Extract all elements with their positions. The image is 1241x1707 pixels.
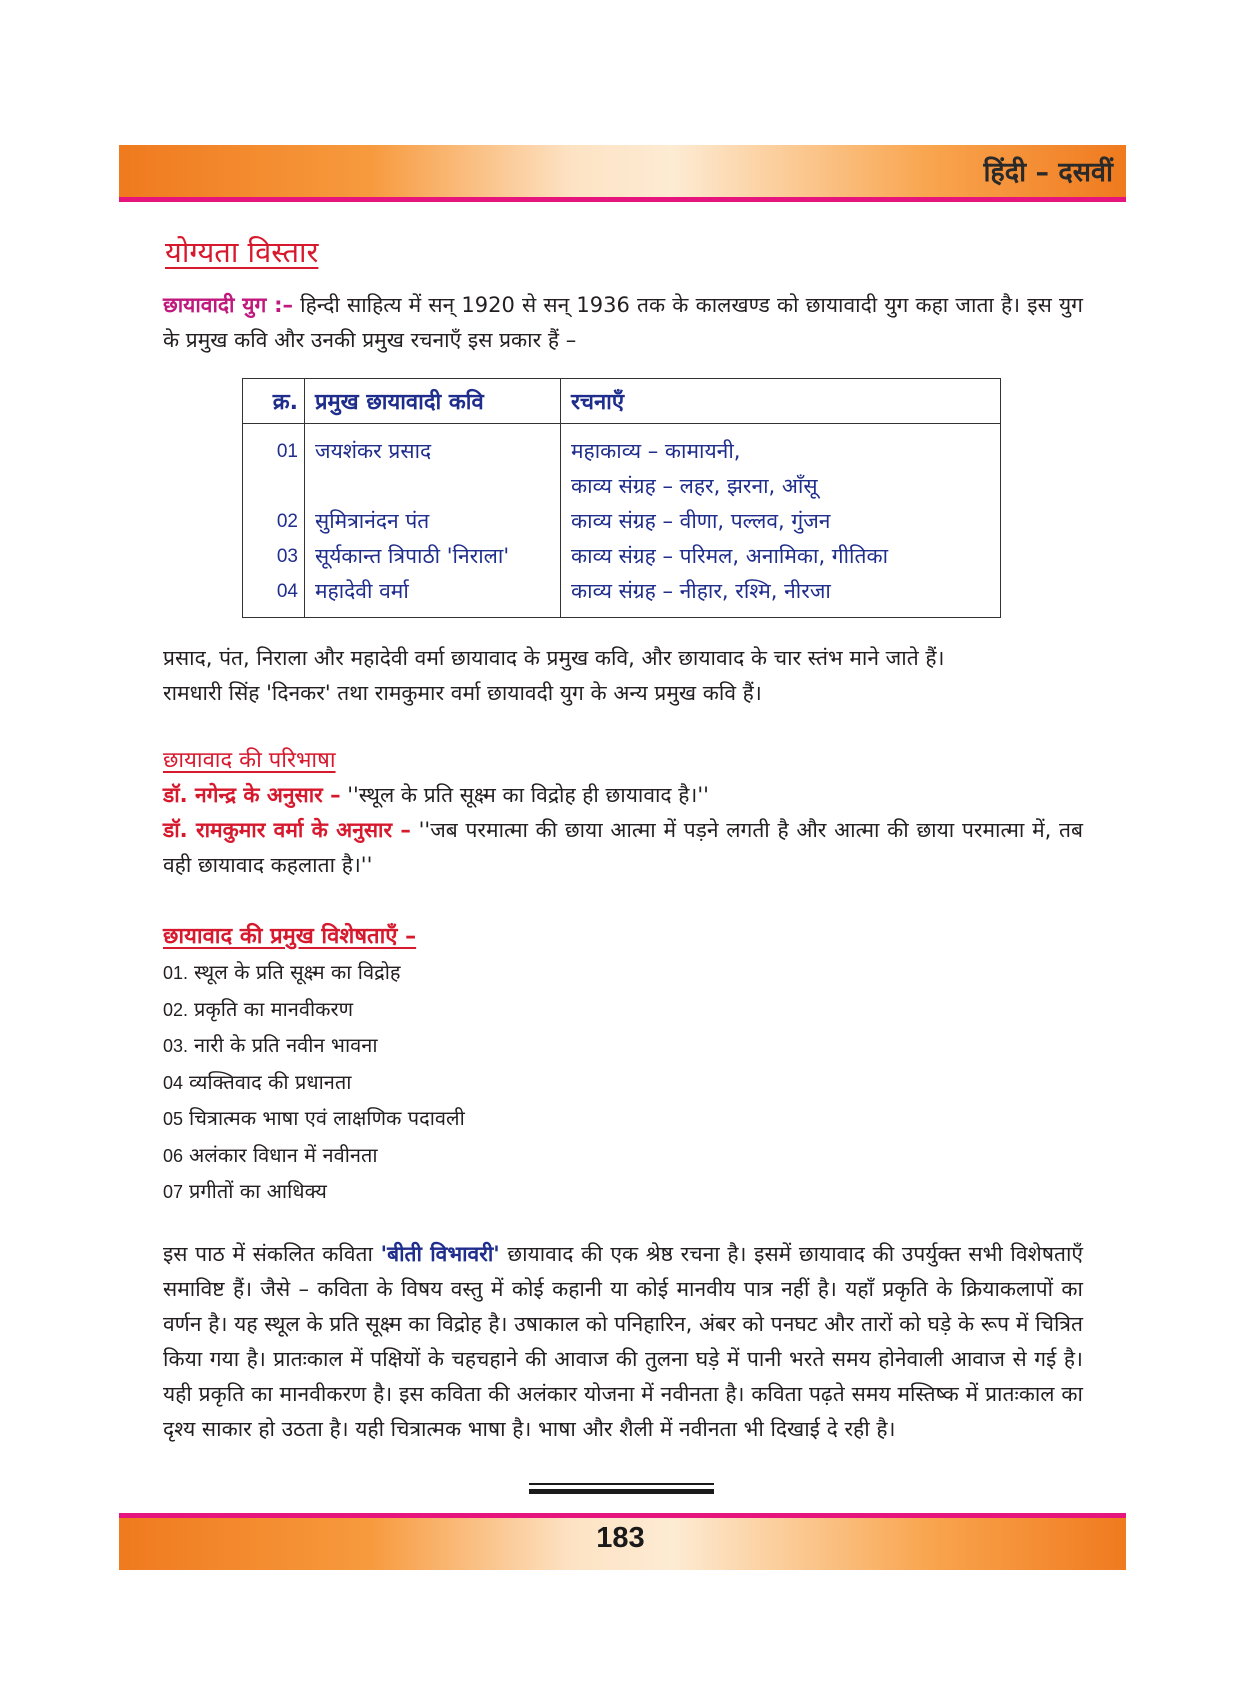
row-number-cell: 01 02 03 04 [243, 424, 305, 618]
list-item: 03. नारी के प्रति नवीन भावना [163, 1033, 378, 1057]
end-rule-thick [529, 1489, 714, 1494]
list-item: 06 अलंकार विधान में नवीनता [163, 1142, 378, 1167]
section-title: योग्यता विस्तार [165, 235, 319, 269]
intro-label: छायावादी युग :– [163, 293, 293, 317]
list-item: 04 व्यक्तिवाद की प्रधानता [163, 1069, 352, 1094]
closing-paragraph: इस पाठ में संकलित कविता 'बीती विभावरी' छायावाद की एक श्रेष्ठ रचना है। इसमें छायावाद की उपर्युक्त सभी विशेषताएँ समाविष्ट हैं। जैसे – कविता के विषय वस्तु में कोई कहानी या कोई मानवीय पात्र नहीं है। यहाँ प्रकृति के क्रियाकलापों का वर्णन है। यह स्थूल के प्रति सूक्ष्म का विद्रोह है। उषाकाल को पनिहारिन, अंबर को पनघट और तारों को घड़े के रूप में चित्रित किया गया है। प्रातःकाल में पक्षियों के चहचहाने की आवाज की तुलना घड़े में पानी भरते समय होनेवाली आवाज से गई है। यही प्रकृति का मानवीकरण है। इस कविता की अलंकार योजना में नवीनता है। कविता पढ़ते समय मस्तिष्क में प्रातःकाल का दृश्य साकार हो उठता है। यही चित्रात्मक भाषा है। भाषा और शैली में नवीनता भी दिखाई दे रही है। [163, 1242, 1083, 1441]
features-heading: छायावाद की प्रमुख विशेषताएँ – [163, 924, 417, 949]
header-band [119, 145, 1126, 197]
intro-paragraph [163, 288, 1083, 358]
page-number: 183 [596, 1522, 645, 1554]
column-header-works: रचनाएँ [561, 379, 1001, 424]
works-cell: महाकाव्य – कामायनी, काव्य संग्रह – लहर, झरना, आँसू काव्य संग्रह – वीणा, पल्लव, गुंजन काव्य संग्रह – परिमल, अनामिका, गीतिका काव्य संग्रह – नीहार, रश्मि, नीरजा [571, 439, 889, 603]
table-row [243, 424, 1001, 618]
poets-table [242, 378, 1001, 618]
pillars-line-1: प्रसाद, पंत, निराला और महादेवी वर्मा छायावाद के प्रमुख कवि, और छायावाद के चार स्तंभ माने जाते हैं। [163, 646, 945, 670]
end-rule [529, 1483, 714, 1485]
features-list [163, 955, 465, 1211]
book-title: हिंदी – दसवीं [983, 157, 1113, 188]
intro-text: हिन्दी साहित्य में सन् 1920 से सन् 1936 तक के कालखण्ड को छायावादी युग कहा जाता है। इस युग के प्रमुख कवि और उनकी प्रमुख रचनाएँ इस प्रकार हैं – [163, 293, 1083, 352]
definition-quote-2: डॉ. रामकुमार वर्मा के अनुसार – ''जब परमात्मा की छाया आत्मा में पड़ने लगती है और आत्मा की छाया परमात्मा में, तब वही छायावाद कहलाता है।'' [163, 818, 1083, 877]
header-divider [119, 197, 1126, 202]
column-header-no: क्र. [243, 379, 305, 424]
pillars-line-2: रामधारी सिंह 'दिनकर' तथा रामकुमार वर्मा छायावदी युग के अन्य प्रमुख कवि हैं। [163, 681, 762, 705]
definition-quote-1: डॉ. नगेन्द्र के अनुसार – ''स्थूल के प्रति सूक्ष्म का विद्रोह ही छायावाद है।'' [163, 783, 709, 807]
column-header-poet: प्रमुख छायावादी कवि [305, 379, 561, 424]
poet-name-cell: जयशंकर प्रसाद सुमित्रानंदन पंत सूर्यकान्त त्रिपाठी 'निराला' महादेवी वर्मा [305, 424, 561, 618]
list-item: 01. स्थूल के प्रति सूक्ष्म का विद्रोह [163, 960, 401, 984]
poem-title: 'बीती विभावरी' [380, 1242, 500, 1266]
list-item: 07 प्रगीतों का आधिक्य [163, 1179, 327, 1203]
list-item: 05 चित्रात्मक भाषा एवं लाक्षणिक पदावली [163, 1106, 465, 1130]
table-header-row [243, 379, 1001, 424]
list-item: 02. प्रकृति का मानवीकरण [163, 996, 354, 1021]
definition-heading: छायावाद की परिभाषा [163, 748, 336, 773]
